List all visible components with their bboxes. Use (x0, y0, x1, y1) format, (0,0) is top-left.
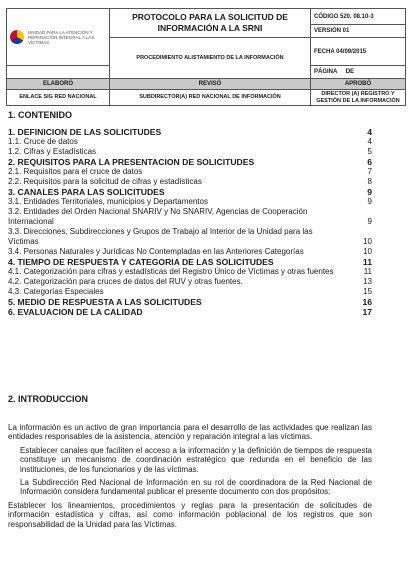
document-title: PROTOCOLO PARA LA SOLICITUD DE INFORMACIÓN A LA SRNI (110, 9, 311, 38)
reviso-value: SUBDIRECTOR(A) RED NACIONAL DE INFORMACIÓN (110, 90, 311, 106)
toc-entry-page: 8 (367, 177, 372, 186)
document-date: FECHA 04/09/2015 (311, 38, 406, 66)
toc-entry-page: 15 (363, 287, 372, 296)
toc-entry[interactable] (8, 157, 372, 167)
toc-entry-page: 4 (367, 137, 372, 146)
toc-entry-page: 17 (362, 307, 372, 317)
toc-entry[interactable] (8, 137, 372, 147)
document-subtitle: PROCEDIMIENTO ALISTAMIENTO DE LA INFORMACIÓN (110, 38, 311, 79)
table-of-contents (8, 127, 372, 317)
toc-entry-page: 6 (367, 157, 372, 167)
toc-entry-page: 10 (363, 237, 372, 246)
intro-paragraph: Establecer los lineamientos, procedimientos y reglas para la presentación de solicitudes de información estadística y cifras, así como información poblacional de los registros que son responsabilidad de la Unidad para las Víctimas. (8, 500, 372, 529)
aprobo-value: DIRECTOR (A) REGISTRO Y GESTIÓN DE LA INFORMACIÓN (311, 90, 406, 106)
toc-entry[interactable] (8, 197, 372, 207)
toc-entry-title: 4.3. Categorías Especiales (8, 287, 104, 296)
toc-entry[interactable] (8, 247, 372, 257)
intro-paragraph: Establecer canales que faciliten el acceso a la información y la definición de tiempos de respuesta constituye un mecanismo de coordinación estratégico que redunda en el beneficio de las instituciones, de los funcionarios y de las víctimas. (20, 445, 372, 474)
toc-entry-page: 9 (367, 197, 372, 206)
toc-entry[interactable] (8, 277, 372, 287)
toc-entry-page: 16 (362, 297, 372, 307)
toc-entry[interactable] (8, 297, 372, 307)
toc-entry-page: 13 (363, 277, 372, 286)
toc-entry-title: 1.2. Cifras y Estadísticas (8, 147, 97, 156)
toc-entry[interactable] (8, 257, 372, 267)
toc-entry[interactable] (8, 167, 372, 177)
document-version: VERSIÓN 01 (311, 25, 406, 38)
toc-entry-page: 9 (367, 187, 372, 197)
intro-paragraph: La Subdirección Red Nacional de Información en su rol de coordinadora de la Red Nacional de Información considera fundamental publicar el presente documento con dos propósitos: (20, 478, 372, 497)
toc-entry-title: 3.4. Personas Naturales y Jurídicas No Contempladas en las Anteriores Categorías (8, 247, 304, 256)
toc-entry[interactable] (8, 307, 372, 317)
toc-entry-title: 3.3. Direcciones, Subdirecciones y Grupos de Trabajo al Interior de la Unidad para las Víctimas (8, 227, 313, 246)
logo-cell (7, 9, 110, 66)
toc-entry-title: 1.1. Cruce de datos (8, 137, 78, 146)
toc-entry-title: 3.1. Entidades Territoriales, municipios y Departamentos (8, 197, 208, 206)
col-elaboro: ELABORÓ (7, 79, 110, 90)
toc-entry-title: 2.1. Requisitos para el cruce de datos (8, 167, 143, 176)
introduction-text (8, 423, 372, 529)
toc-entry[interactable] (8, 127, 372, 137)
toc-entry-page: 5 (367, 147, 372, 156)
toc-entry[interactable] (8, 187, 372, 197)
toc-entry[interactable] (8, 287, 372, 297)
toc-entry[interactable] (8, 147, 372, 157)
toc-entry-title: 2.2. Requisitos para la solicitud de cifras y estadísticas (8, 177, 202, 186)
toc-entry-title: 3. CANALES PARA LAS SOLICITUDES (8, 187, 165, 197)
toc-entry[interactable] (8, 177, 372, 187)
toc-entry-title: 4.1. Categorización para cifras y estadísticas del Registro Único de Víctimas y otras fuentes (8, 267, 334, 276)
toc-entry[interactable] (8, 267, 372, 277)
toc-entry-title: 5. MEDIO DE RESPUESTA A LAS SOLICITUDES (8, 297, 202, 307)
toc-entry-page: 10 (363, 247, 372, 256)
document-code: CÓDIGO 520. 08.10-3 (311, 9, 406, 25)
col-reviso: REVISÓ (110, 79, 311, 90)
toc-entry-title: 6. EVALUACION DE LA CALIDAD (8, 307, 143, 317)
section-heading-contenido: 1. CONTENIDO (8, 110, 73, 120)
toc-entry-title: 1. DEFINICION DE LAS SOLICITUDES (8, 127, 162, 137)
section-heading-introduccion: 2. INTRODUCCION (8, 394, 89, 404)
toc-entry-title: 2. REQUISITOS PARA LA PRESENTACION DE SOLICITUDES (8, 157, 255, 167)
toc-entry[interactable] (8, 227, 372, 247)
colombia-seal-icon (10, 30, 24, 44)
toc-entry-page: 9 (367, 217, 372, 226)
intro-paragraph: La información es un activo de gran importancia para el desarrollo de las actividades que realizan las entidades responsables de la asistencia, atención y reparación integral a las víctimas. (8, 423, 372, 442)
toc-entry-title: 4. TIEMPO DE RESPUESTA Y CATEGORIA DE LAS SOLICITUDES (8, 257, 274, 267)
logo-text: UNIDAD PARA LA ATENCIÓN Y REPARACIÓN INTEGRAL A LAS VÍCTIMAS (28, 29, 95, 45)
toc-entry-page: 11 (362, 257, 372, 267)
toc-entry-title: 3.2. Entidades del Orden Nacional SNARIV y No SNARIV, Agencias de Cooperación Internacional (8, 207, 308, 226)
elaboro-value: ENLACE SIG RED NACIONAL (7, 90, 110, 106)
col-aprobo: APROBÓ (311, 79, 406, 90)
toc-entry-title: 4.2. Categorización para cruces de datos del RUV y otras fuentes. (8, 277, 243, 286)
toc-entry-page: 11 (363, 267, 372, 276)
toc-entry-page: 7 (367, 167, 372, 176)
toc-entry-page: 4 (367, 127, 372, 137)
toc-entry[interactable] (8, 207, 372, 227)
document-page-number: PÁGINA DE (311, 66, 406, 79)
document-header-table (6, 8, 406, 106)
